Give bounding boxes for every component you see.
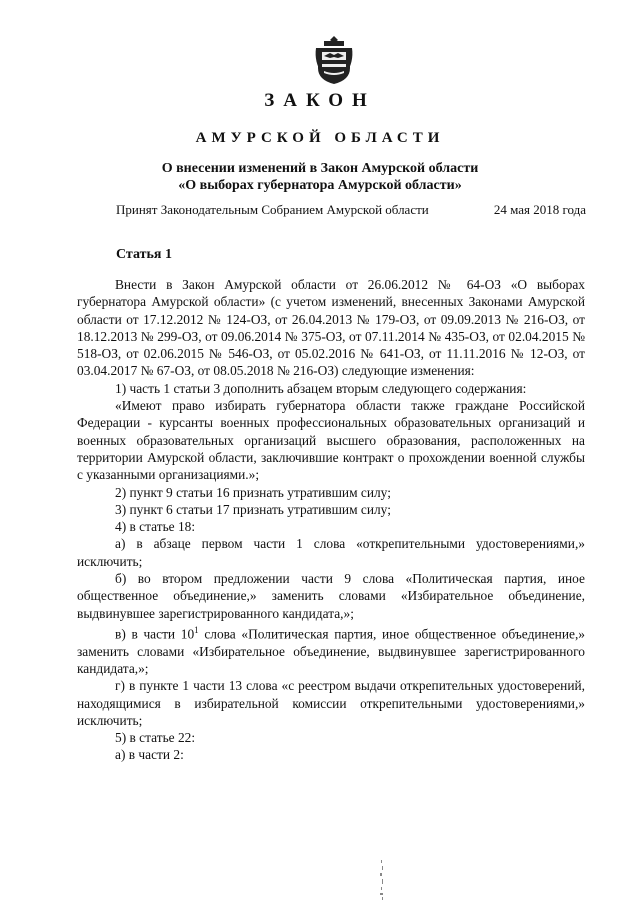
scan-mark-icon (377, 860, 387, 900)
law-title: ЗАКОН (264, 90, 376, 111)
paragraph: 2) пункт 9 статьи 16 признать утратившим силу; (115, 484, 391, 500)
law-subject-line-2: «О выборах губернатора Амурской области» (178, 178, 462, 193)
paragraph: Внести в Закон Амурской области от 26.06.2012 № 64-ОЗ «О выборах губернатора Амурской области» (с учетом изменений, внесенных Законами Амурской области от 17.12.2012 № 124-ОЗ, от 26.04.2013 № 179-ОЗ, от 09.09.2013 № 216-ОЗ, от 18.12.2013 № 299-ОЗ, от 09.06.2014 № 375-ОЗ, от 07.11.2014 № 435-ОЗ, от 02.04.2015 № 518-ОЗ, от 02.06.2015 № 546-ОЗ, от 05.02.2016 № 641-ОЗ, от 11.11.2016 № 12-ОЗ, от 03.04.2017 № 67-ОЗ, от 08.05.2018 № 216-ОЗ) следующие изменения: (77, 277, 585, 379)
adopted-by: Принят Законодательным Собранием Амурской области (116, 202, 429, 217)
paragraph: а) в части 2: (115, 747, 184, 763)
article-heading: Статья 1 (116, 247, 172, 262)
law-subject (0, 160, 640, 194)
paragraph-rest: слова «Политическая партия, иное общественное объединение,» заменить словами «Избирательное объединение, выдвинувшее зарегистрированного кандидата,»; (77, 626, 585, 676)
article-body (77, 276, 585, 764)
paragraph: «Имеют право избирать губернатора области также граждане Российской Федерации - курсанты военных профессиональных образовательных организаций и военных образовательных организаций высшего образования, расположенных на территории Амурской области, заключившие контракт о прохождении военной службы с указанными организациями.»; (77, 398, 585, 483)
region-name: АМУРСКОЙ ОБЛАСТИ (195, 130, 445, 146)
adoption-line (116, 202, 586, 218)
paragraph: 3) пункт 6 статьи 17 признать утратившим силу; (115, 501, 391, 517)
paragraph-prefix: в) в части 10 (115, 626, 195, 642)
coat-of-arms-icon (314, 34, 354, 86)
adoption-date: 24 мая 2018 года (493, 202, 586, 217)
paragraph: б) во втором предложении части 9 слова «Политическая партия, иное общественное объединение,» заменить словами «Избирательное объединение, выдвинувшее зарегистрированного кандидата,»; (77, 571, 585, 621)
law-subject-line-1: О внесении изменений в Закон Амурской области (161, 161, 479, 176)
superscript: 1 (194, 624, 199, 635)
paragraph: а) в абзаце первом части 1 слова «открепительными удостоверениями,» исключить; (77, 536, 585, 569)
paragraph: 4) в статье 18: (115, 519, 196, 535)
paragraph: 5) в статье 22: (115, 730, 196, 746)
paragraph (77, 622, 585, 677)
paragraph: 1) часть 1 статьи 3 дополнить абзацем вторым следующего содержания: (115, 380, 527, 396)
paragraph: г) в пункте 1 части 13 слова «с реестром выдачи открепительных удостоверений, находящимися в избирательной комиссии открепительными удостоверениями,» исключить; (77, 678, 585, 728)
